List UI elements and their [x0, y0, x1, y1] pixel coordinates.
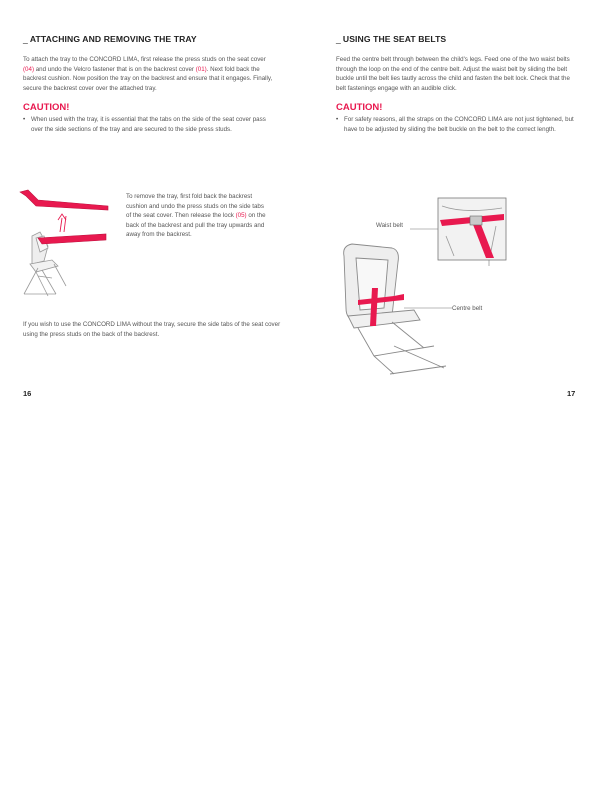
ref-number: (04) — [23, 65, 35, 73]
tray-removal-illustration — [18, 186, 118, 298]
left-caution-heading: CAUTION! — [23, 102, 70, 114]
right-page-column — [336, 34, 576, 135]
waist-belt-label: Waist belt — [376, 222, 403, 229]
page-number-right: 17 — [567, 389, 576, 398]
right-section-title: _ USING THE SEAT BELTS — [336, 34, 447, 44]
right-caution-heading: CAUTION! — [336, 102, 383, 114]
without-tray-note: If you wish to use the CONCORD LIMA without the tray, secure the side tabs of the seat cover using the press studs on the back of the backrest. — [23, 321, 281, 338]
page-number-left: 16 — [23, 389, 32, 398]
left-section-title: _ ATTACHING AND REMOVING THE TRAY — [23, 34, 197, 44]
ref-number: (05) — [235, 212, 247, 220]
left-page-column — [23, 34, 273, 135]
ref-number: (01) — [195, 65, 207, 73]
centre-belt-label: Centre belt — [452, 305, 483, 312]
seat-belt-illustration — [334, 196, 514, 382]
seat-belt-instructions: Feed the centre belt through between the child's legs. Feed one of the two waist belts through the loop on the end of the centre belt. Adjust the waist belt by sliding the belt buckle until the belt lies tautly across the child and fasten the belt lock. Check that the belt fastenings engage with an audible click. — [336, 56, 570, 92]
remove-tray-instructions: To remove the tray, first fold back the backrest cushion and undo the press studs on the side tabs of the seat cover. Then release the lock (05) on the back of the backrest and pull the tray upwards and away from the backrest. — [126, 193, 266, 239]
left-caution-text: • When used with the tray, it is essential that the tabs on the side of the seat cover pass over the side sections of the tray and are secured to the side press studs. — [23, 115, 273, 134]
attach-tray-instructions: To attach the tray to the CONCORD LIMA, first release the press studs on the seat cover (04) and undo the Velcro fastener that is on the backrest cover (01). Next fold back the backrest cushion. Now position the tray on the backrest and ensure that it engages. Finally, secure the backrest cover over the attached tray. — [23, 56, 273, 92]
right-caution-text: • For safety reasons, all the straps on the CONCORD LIMA are not just tightened, but have to be adjusted by sliding the belt buckle on the belt to the correct length. — [336, 115, 576, 134]
